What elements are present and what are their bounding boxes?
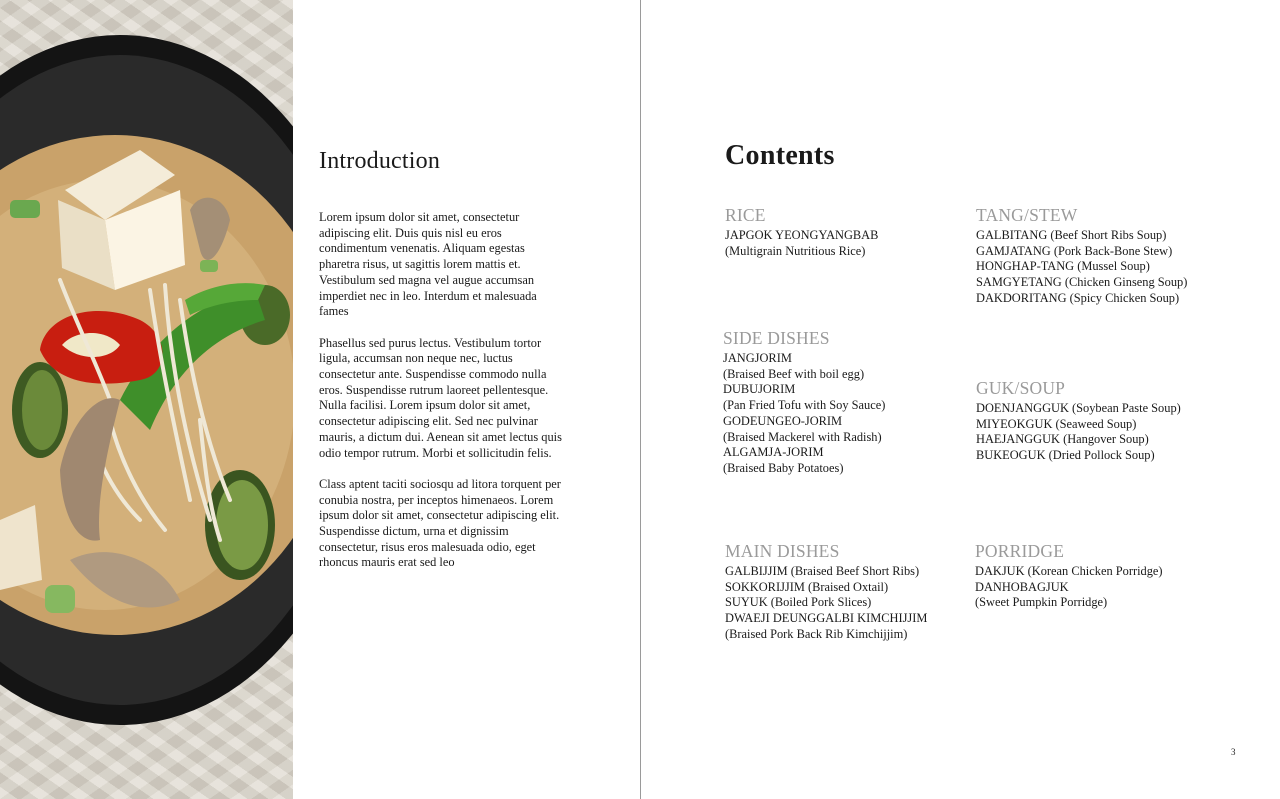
section-guk-soup	[976, 378, 1226, 464]
toc-entry[interactable]: GALBITANG (Beef Short Ribs Soup)	[976, 228, 1167, 242]
toc-entry[interactable]: MIYEOKGUK (Seaweed Soup)	[976, 416, 1137, 431]
intro-paragraph: Class aptent taciti sociosqu ad litora torquent per conubia nostra, per inceptos himenaeos. Lorem ipsum dolor sit amet, consectetur adipiscing elit. Suspendisse dictum, urna et dignissim consectetur, risus eros malesuada odio, eget rhoncus mauris erat sed leo	[319, 476, 561, 570]
toc-entry[interactable]: DAKJUK (Korean Chicken Porridge)	[975, 564, 1163, 578]
toc-entry[interactable]: SAMGYETANG (Chicken Ginseng Soup)	[976, 275, 1188, 290]
toc-entry-subtitle: (Pan Fried Tofu with Soy Sauce)	[723, 398, 886, 413]
toc-entry-subtitle: (Sweet Pumpkin Porridge)	[975, 595, 1108, 610]
section-main-dishes	[725, 541, 975, 643]
toc-entry[interactable]: GALBIJJIM (Braised Beef Short Ribs)	[725, 564, 920, 578]
toc-entry[interactable]: JANGJORIM	[723, 351, 792, 365]
toc-entry[interactable]: DANHOBAGJUK	[975, 579, 1069, 594]
stew-photo	[0, 0, 293, 799]
toc-entry[interactable]: DUBUJORIM	[723, 382, 796, 397]
intro-title: Introduction	[319, 148, 441, 174]
toc-entry[interactable]: ALGAMJA-JORIM	[723, 445, 824, 460]
page-number: 3	[1231, 747, 1236, 757]
toc-entry[interactable]: JAPGOK YEONGYANGBAB	[725, 228, 879, 242]
toc-entry[interactable]: DWAEJI DEUNGGALBI KIMCHIJJIM	[725, 611, 928, 626]
toc-entry[interactable]: DAKDORITANG (Spicy Chicken Soup)	[976, 290, 1180, 305]
toc-entry[interactable]: HONGHAP-TANG (Mussel Soup)	[976, 259, 1150, 274]
toc-entry[interactable]: SOKKORIJJIM (Braised Oxtail)	[725, 579, 889, 594]
intro-paragraph: Lorem ipsum dolor sit amet, consectetur adipiscing elit. Duis quis nisl eu eros condimentum venenatis. Aliquam egestas pharetra risus, ut sagittis lorem mattis et. Vestibulum sed magna vel augue accumsan imperdiet nec in leo. Interdum et malesuada fames	[319, 210, 537, 319]
section-heading: PORRIDGE	[975, 541, 1065, 561]
toc-entry[interactable]: BUKEOGUK (Dried Pollock Soup)	[976, 448, 1155, 463]
toc-entry-subtitle: (Braised Mackerel with Radish)	[723, 429, 882, 444]
page-gutter	[640, 0, 641, 799]
section-heading: RICE	[725, 205, 766, 225]
contents-title: Contents	[725, 140, 835, 171]
section-tang-stew	[976, 205, 1226, 307]
section-side-dishes	[723, 328, 973, 477]
toc-entry[interactable]: GAMJATANG (Pork Back-Bone Stew)	[976, 243, 1173, 258]
section-heading: MAIN DISHES	[725, 541, 840, 561]
stew-illustration	[0, 0, 293, 799]
section-heading: GUK/SOUP	[976, 378, 1066, 398]
toc-entry[interactable]: HAEJANGGUK (Hangover Soup)	[976, 432, 1149, 447]
intro-body	[319, 210, 564, 587]
intro-paragraph: Phasellus sed purus lectus. Vestibulum tortor ligula, accumsan non neque nec, luctus consectetur ante. Suspendisse commodo nulla eros. Suspendisse rutrum laoreet pellentesque. Nulla facilisi. Lorem ipsum dolor sit amet, consectetur adipiscing elit. Sed nec pulvinar mauris, a dictum dui. Aenean sit amet lectus quis odio tempor rutrum. Morbi et sollicitudin felis.	[319, 335, 562, 460]
section-porridge	[975, 541, 1225, 611]
section-heading: SIDE DISHES	[723, 328, 830, 348]
toc-entry-subtitle: (Braised Beef with boil egg)	[723, 366, 865, 381]
toc-entry-subtitle: (Braised Baby Potatoes)	[723, 460, 844, 475]
toc-entry[interactable]: GODEUNGEO-JORIM	[723, 413, 843, 428]
toc-entry[interactable]: SUYUK (Boiled Pork Slices)	[725, 595, 872, 610]
toc-entry[interactable]: DOENJANGGUK (Soybean Paste Soup)	[976, 401, 1181, 415]
toc-entry-subtitle: (Braised Pork Back Rib Kimchijjim)	[725, 626, 908, 641]
section-rice	[725, 205, 975, 259]
toc-entry-subtitle: (Multigrain Nutritious Rice)	[725, 243, 866, 258]
section-heading: TANG/STEW	[976, 205, 1078, 225]
